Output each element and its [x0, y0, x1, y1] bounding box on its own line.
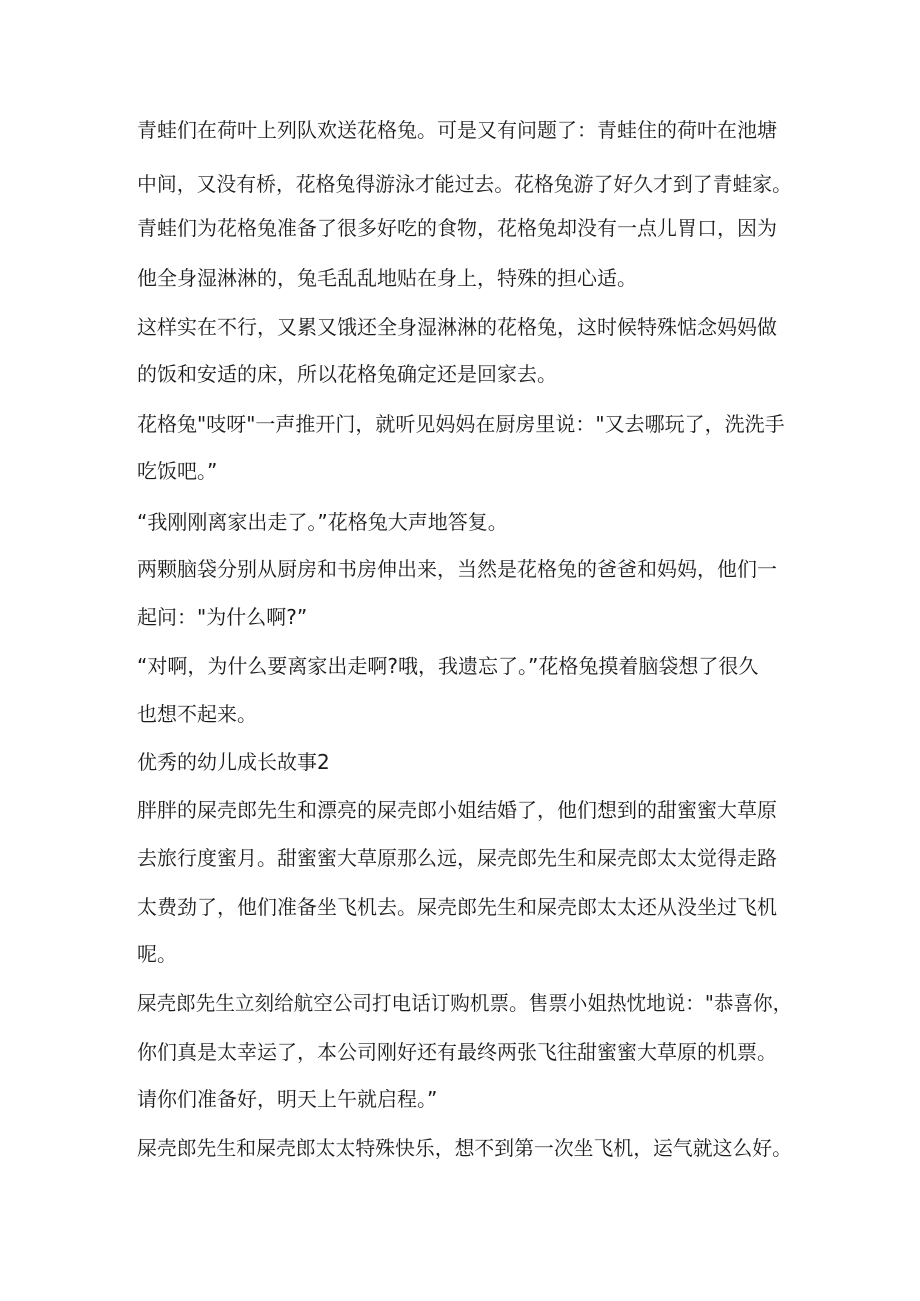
- text-line: 青蛙们为花格兔准备了很多好吃的食物，花格兔却没有一点儿胃口，因为: [137, 216, 777, 240]
- section-heading: 优秀的幼儿成长故事2: [137, 750, 330, 774]
- text-line: 请你们准备好，明天上午就启程。”: [137, 1087, 438, 1111]
- text-line: 吃饭吧。”: [137, 459, 218, 483]
- text-line: 中间，又没有桥，花格兔得游泳才能过去。花格兔游了好久才到了青蛙家。: [137, 172, 792, 196]
- text-line: 起问："为什么啊?”: [137, 605, 308, 629]
- text-line: “我刚刚离家出走了。”花格兔大声地答复。: [137, 510, 508, 534]
- text-line: 太费劲了，他们准备坐飞机去。屎壳郎先生和屎壳郎太太还从没坐过飞机: [137, 895, 777, 919]
- text-line: 两颗脑袋分别从厨房和书房伸出来，当然是花格兔的爸爸和妈妈，他们一: [137, 557, 777, 581]
- text-line: 也想不起来。: [137, 702, 257, 726]
- text-line: 呢。: [137, 942, 177, 966]
- text-line: 青蛙们在荷叶上列队欢送花格兔。可是又有问题了：青蛙住的荷叶在池塘: [137, 118, 777, 142]
- text-line: 他全身湿淋淋的，兔毛乱乱地贴在身上，特殊的担心适。: [137, 266, 637, 290]
- text-line: 屎壳郎先生和屎壳郎太太特殊快乐，想不到第一次坐飞机，运气就这么好。: [137, 1136, 792, 1160]
- text-line: 花格兔"吱呀"一声推开门，就听见妈妈在厨房里说："又去哪玩了，洗洗手: [137, 412, 785, 436]
- text-line: 屎壳郎先生立刻给航空公司打电话订购机票。售票小姐热忱地说："恭喜你，: [137, 991, 793, 1015]
- text-line: 的饭和安适的床，所以花格兔确定还是回家去。: [137, 362, 557, 386]
- text-line: “对啊，为什么要离家出走啊?哦，我遗忘了。”花格兔摸着脑袋想了很久: [137, 654, 759, 678]
- text-line: 你们真是太幸运了，本公司刚好还有最终两张飞往甜蜜蜜大草原的机票。: [137, 1040, 777, 1064]
- text-line: 胖胖的屎壳郎先生和漂亮的屎壳郎小姐结婚了，他们想到的甜蜜蜜大草原: [137, 798, 777, 822]
- text-line: 这样实在不行，又累又饿还全身湿淋淋的花格兔，这时候特殊惦念妈妈做: [137, 315, 777, 339]
- text-line: 去旅行度蜜月。甜蜜蜜大草原那么远，屎壳郎先生和屎壳郎太太觉得走路: [137, 846, 777, 870]
